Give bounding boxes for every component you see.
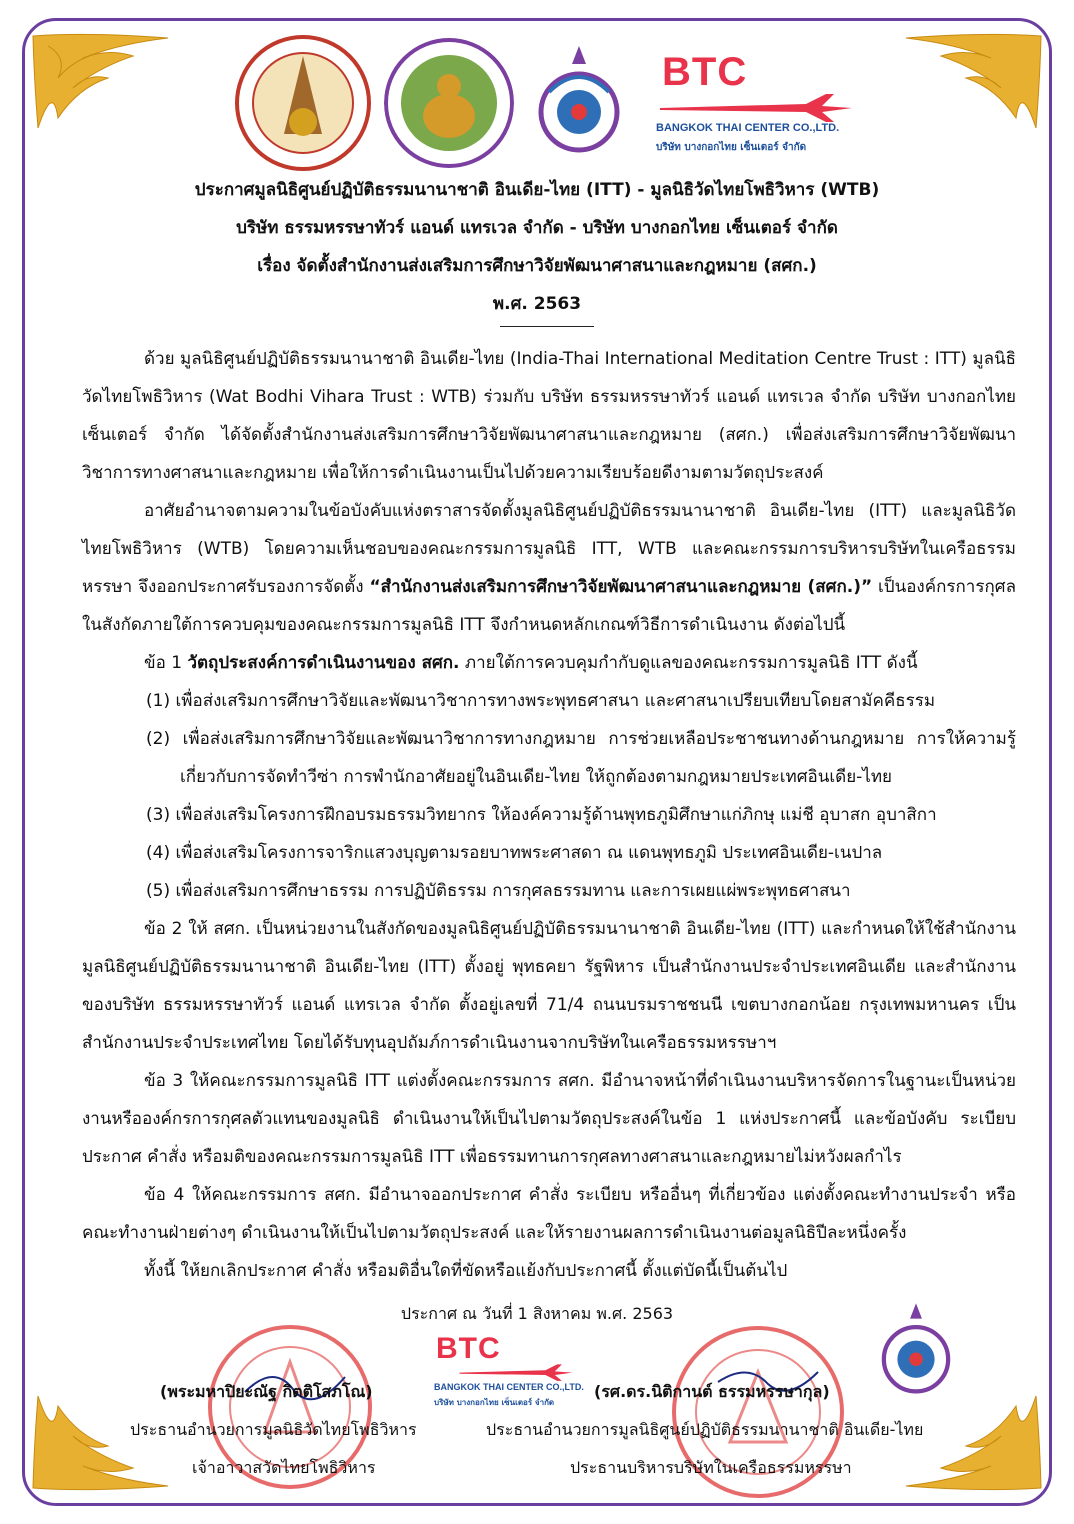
paragraph-2 <box>82 492 1016 644</box>
announcement-date: ประกาศ ณ วันที่ 1 สิงหาคม พ.ศ. 2563 <box>400 1304 674 1323</box>
clause-1 <box>82 644 1016 682</box>
airplane-icon <box>656 90 856 124</box>
header-line-1: ประกาศมูลนิธิศูนย์ปฏิบัติธรรมนานาชาติ อินเดีย-ไทย (ITT) - มูลนิธิวัดไทยโพธิวิหาร (WTB) <box>194 180 880 200</box>
bottom-btc-company-en: BANGKOK THAI CENTER CO.,LTD. <box>434 1382 584 1392</box>
right-signatory-title-1: ประธานอำนวยการมูลนิธิศูนย์ปฏิบัติธรรมนานาชาติ อินเดีย-ไทย <box>486 1420 924 1439</box>
bottom-btc-logo <box>436 1332 596 1412</box>
bottom-btc-logo-text: BTC <box>436 1332 501 1365</box>
clause-3: ข้อ 3 ให้คณะกรรมการมูลนิธิ ITT แต่งตั้งคณะกรรมการ สศก. มีอำนาจหน้าที่ดำเนินงานบริหารจัดการในฐานะเป็นหน่วยงานหรือองค์กรการกุศลตัวแทนของมูลนิธิ ดำเนินงานให้เป็นไปตามวัตถุประสงค์ในข้อ 1 แห่งประกาศนี้ และข้อบังคับ ระเบียบ ประกาศ คำสั่ง หรือมติของคณะกรรมการมูลนิธิ ITT เพื่อธรรมทานการกุศลทางศาสนาและกฎหมายไม่หวังผลกำไร <box>82 1071 1016 1167</box>
objective-4: (4) เพื่อส่งเสริมโครงการจาริกแสวงบุญตามรอยบาทพระศาสดา ณ แดนพุทธภูมิ ประเทศอินเดีย-เนปาล <box>146 843 883 863</box>
objective-5: (5) เพื่อส่งเสริมการศึกษาธรรม การปฏิบัติธรรม การกุศลธรรมทาน และการเผยแผ่พระพุทธศาสนา <box>146 881 851 901</box>
left-signatory-title-1: ประธานอำนวยการมูลนิธิวัดไทยโพธิวิหาร <box>130 1420 417 1439</box>
bottom-thammahansa-emblem-icon <box>876 1300 956 1410</box>
right-signatory-name: (รศ.ดร.นิติกานต์ ธรรมหรรษากุล) <box>594 1382 830 1401</box>
objective-3: (3) เพื่อส่งเสริมโครงการฝึกอบรมธรรมวิทยากร ให้องค์ความรู้ด้านพุทธภูมิศึกษาแก่ภิกษุ แม่ชี อุบาสก อุบาสิกา <box>146 805 937 825</box>
paragraph-1: ด้วย มูลนิธิศูนย์ปฏิบัติธรรมนานาชาติ อินเดีย-ไทย (India-Thai International Meditation Centre Trust : ITT) มูลนิธิวัดไทยโพธิวิหาร (Wat Bodhi Vihara Trust : WTB) ร่วมกับ บริษัท ธรรมหรรษาทัวร์ แอนด์ แทรเวล จำกัด บริษัท บางกอกไทย เซ็นเตอร์ จำกัด ได้จัดตั้งสำนักงานส่งเสริมการศึกษาวิจัยพัฒนาศาสนาและกฎหมาย (สศก.) เพื่อส่งเสริมการศึกษาวิจัยพัฒนาวิชาการทางศาสนาและกฎหมาย เพื่อให้การดำเนินงานเป็นไปด้วยความเรียบร้อยดีงามตามวัตถุประสงค์ <box>82 349 1016 483</box>
clause-2: ข้อ 2 ให้ สศก. เป็นหน่วยงานในสังกัดของมูลนิธิศูนย์ปฏิบัติธรรมนานาชาติ อินเดีย-ไทย (ITT) และกำหนดให้ใช้สำนักงานมูลนิธิศูนย์ปฏิบัติธรรมนานาชาติ อินเดีย-ไทย (ITT) ตั้งอยู่ พุทธคยา รัฐพิหาร เป็นสำนักงานประจำประเทศอินเดีย และสำนักงานของบริษัท ธรรมหรรษาทัวร์ แอนด์ แทรเวล จำกัด ตั้งอยู่เลขที่ 71/4 ถนนบรมราชชนนี เขตบางกอกน้อย กรุงเทพมหานคร เป็นสำนักงานประจำประเทศไทย โดยได้รับทุนอุปถัมภ์การดำเนินงานจากบริษัทในเครือธรรมหรรษาฯ <box>82 919 1016 1053</box>
btc-logo-text: BTC <box>662 50 748 94</box>
objective-1: (1) เพื่อส่งเสริมการศึกษาวิจัยและพัฒนาวิชาการทางพระพุทธศาสนา และศาสนาเปรียบเทียบโดยสามัคคีธรรม <box>146 691 936 711</box>
clause-1-text: ภายใต้การควบคุมกำกับดูแลของคณะกรรมการมูลนิธิ ITT ดังนี้ <box>459 653 918 673</box>
paragraph-2-text-b: เป็นองค์กรการกุศลในสังกัดภายใต้การควบคุมของคณะกรรมการมูลนิธิ ITT จึงกำหนดหลักเกณฑ์วิธีการดำเนินงาน ดังต่อไปนี้ <box>82 577 1016 635</box>
left-signatory-name: (พระมหาปิยะณัฐ กิตติโสภโณ) <box>160 1382 373 1401</box>
header-line-2: บริษัท ธรรมหรรษาทัวร์ แอนด์ แทรเวล จำกัด - บริษัท บางกอกไทย เซ็นเตอร์ จำกัด <box>236 218 838 238</box>
thammahansa-tours-emblem-icon <box>534 42 624 172</box>
wat-thai-bodhivihara-seal-icon <box>384 34 514 172</box>
clause-1-number: ข้อ 1 <box>144 653 188 673</box>
closing-statement: ทั้งนี้ ให้ยกเลิกประกาศ คำสั่ง หรือมติอื่นใดที่ขัดหรือแย้งกับประกาศนี้ ตั้งแต่บัดนี้เป็นต้นไป <box>144 1261 788 1281</box>
right-signatory-title-2: ประธานบริหารบริษัทในเครือธรรมหรรษา <box>570 1458 852 1477</box>
heading-underline <box>500 326 594 327</box>
objective-2: (2) เพื่อส่งเสริมการศึกษาวิจัยและพัฒนาวิชาการทางกฎหมาย การช่วยเหลือประชาชนทางด้านกฎหมาย การให้ความรู้เกี่ยวกับการจัดทำวีซ่า การพำนักอาศัยอยู่ในอินเดีย-ไทย ให้ถูกต้องตามกฎหมายประเทศอินเดีย-ไทย <box>146 729 1016 787</box>
logo-row <box>0 34 1074 164</box>
bottom-airplane-icon <box>436 1362 596 1382</box>
itt-foundation-seal-icon <box>234 34 372 172</box>
clause-1-heading: วัตถุประสงค์การดำเนินงานของ สศก. <box>187 653 460 673</box>
clause-4: ข้อ 4 ให้คณะกรรมการ สศก. มีอำนาจออกประกาศ คำสั่ง ระเบียบ หรืออื่นๆ ที่เกี่ยวข้อง แต่งตั้งคณะทำงานประจำ หรือคณะทำงานฝ่ายต่างๆ ดำเนินงานให้เป็นไปตามวัตถุประสงค์ และให้รายงานผลการดำเนินงานต่อมูลนิธิปีละหนึ่งครั้ง <box>82 1185 1016 1243</box>
btc-company-name-en: BANGKOK THAI CENTER CO.,LTD. <box>656 122 840 134</box>
btc-logo <box>656 50 862 170</box>
office-name-bold: “สำนักงานส่งเสริมการศึกษาวิจัยพัฒนาศาสนาและกฎหมาย (สศก.)” <box>369 577 873 597</box>
left-signatory-title-2: เจ้าอาวาสวัดไทยโพธิวิหาร <box>192 1458 376 1477</box>
header-year: พ.ศ. 2563 <box>492 294 582 314</box>
header-subject: เรื่อง จัดตั้งสำนักงานส่งเสริมการศึกษาวิจัยพัฒนาศาสนาและกฎหมาย (สศก.) <box>257 256 817 276</box>
bottom-btc-company-th: บริษัท บางกอกไทย เซ็นเตอร์ จำกัด <box>434 1398 555 1407</box>
btc-company-name-th: บริษัท บางกอกไทย เซ็นเตอร์ จำกัด <box>656 142 807 153</box>
paragraph-2-text-a: อาศัยอำนาจตามความในข้อบังคับแห่งตราสารจัดตั้งมูลนิธิศูนย์ปฏิบัติธรรมนานาชาติ อินเดีย-ไทย (ITT) และมูลนิธิวัดไทยโพธิวิหาร (WTB) โดยความเห็นชอบของคณะกรรมการมูลนิธิ ITT, WTB และคณะกรรมการบริหารบริษัทในเครือธรรมหรรษา จึงออกประกาศรับรองการจัดตั้ง <box>82 501 1016 597</box>
announcement-body <box>82 340 1016 1290</box>
